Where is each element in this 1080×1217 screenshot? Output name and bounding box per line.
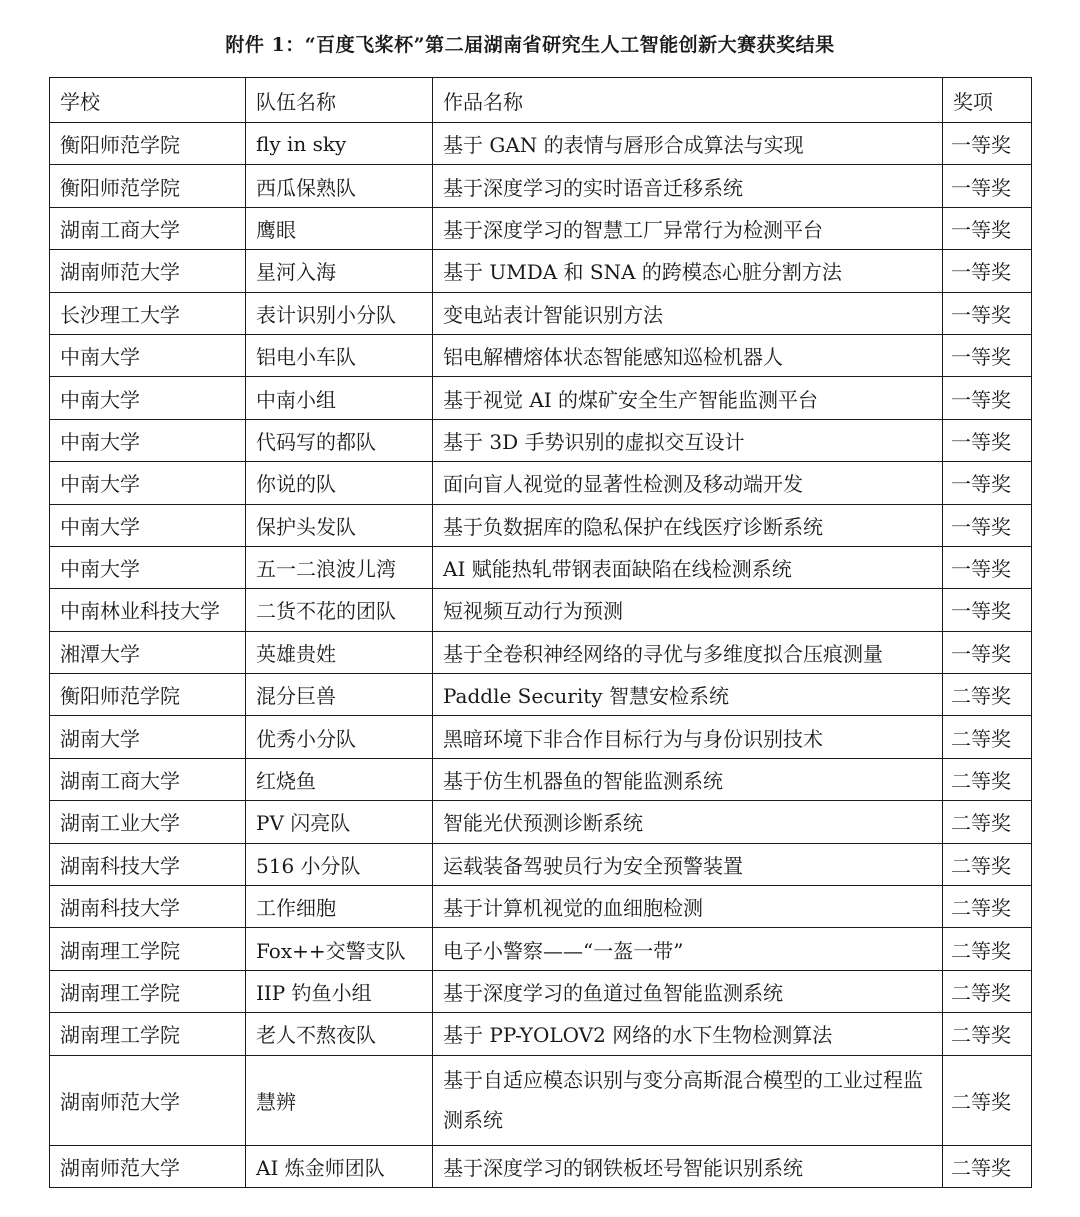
table-row bbox=[50, 801, 1032, 843]
cell-work: 基于计算机视觉的血细胞检测 bbox=[433, 886, 943, 928]
awards-table bbox=[49, 77, 1032, 1188]
cell-award: 一等奖 bbox=[943, 504, 1032, 546]
cell-team: 红烧鱼 bbox=[246, 758, 433, 800]
cell-team: 五一二浪波儿湾 bbox=[246, 546, 433, 588]
cell-school: 中南大学 bbox=[50, 334, 246, 376]
table-row bbox=[50, 758, 1032, 800]
cell-school: 湖南理工学院 bbox=[50, 970, 246, 1012]
cell-school: 长沙理工大学 bbox=[50, 292, 246, 334]
table-row bbox=[50, 292, 1032, 334]
cell-school: 衡阳师范学院 bbox=[50, 123, 246, 165]
table-row bbox=[50, 631, 1032, 673]
cell-work: 基于 PP-YOLOV2 网络的水下生物检测算法 bbox=[433, 1013, 943, 1055]
cell-work: 铝电解槽熔体状态智能感知巡检机器人 bbox=[433, 334, 943, 376]
cell-work: 基于深度学习的实时语音迁移系统 bbox=[433, 165, 943, 207]
cell-award: 一等奖 bbox=[943, 589, 1032, 631]
cell-team: IIP 钓鱼小组 bbox=[246, 970, 433, 1012]
cell-work: 基于深度学习的钢铁板坯号智能识别系统 bbox=[433, 1145, 943, 1187]
cell-award: 一等奖 bbox=[943, 123, 1032, 165]
table-row bbox=[50, 674, 1032, 716]
table-row bbox=[50, 843, 1032, 885]
cell-work: AI 赋能热轧带钢表面缺陷在线检测系统 bbox=[433, 546, 943, 588]
cell-school: 中南大学 bbox=[50, 546, 246, 588]
cell-school: 湖南工商大学 bbox=[50, 207, 246, 249]
cell-team: PV 闪亮队 bbox=[246, 801, 433, 843]
cell-work: Paddle Security 智慧安检系统 bbox=[433, 674, 943, 716]
table-row bbox=[50, 123, 1032, 165]
cell-work: 短视频互动行为预测 bbox=[433, 589, 943, 631]
cell-team: 星河入海 bbox=[246, 250, 433, 292]
cell-work: 基于深度学习的鱼道过鱼智能监测系统 bbox=[433, 970, 943, 1012]
table-row bbox=[50, 1055, 1032, 1145]
cell-award: 二等奖 bbox=[943, 758, 1032, 800]
cell-school: 湖南理工学院 bbox=[50, 928, 246, 970]
cell-award: 二等奖 bbox=[943, 970, 1032, 1012]
cell-team: AI 炼金师团队 bbox=[246, 1145, 433, 1187]
cell-award: 二等奖 bbox=[943, 886, 1032, 928]
cell-work: 基于深度学习的智慧工厂异常行为检测平台 bbox=[433, 207, 943, 249]
cell-award: 一等奖 bbox=[943, 165, 1032, 207]
cell-work: 黑暗环境下非合作目标行为与身份识别技术 bbox=[433, 716, 943, 758]
cell-award: 二等奖 bbox=[943, 716, 1032, 758]
cell-school: 中南大学 bbox=[50, 419, 246, 461]
cell-team: fly in sky bbox=[246, 123, 433, 165]
table-row bbox=[50, 546, 1032, 588]
cell-work: 基于负数据库的隐私保护在线医疗诊断系统 bbox=[433, 504, 943, 546]
cell-team: 工作细胞 bbox=[246, 886, 433, 928]
cell-work: 基于 3D 手势识别的虚拟交互设计 bbox=[433, 419, 943, 461]
table-row bbox=[50, 165, 1032, 207]
cell-school: 衡阳师范学院 bbox=[50, 674, 246, 716]
table-row bbox=[50, 1013, 1032, 1055]
cell-school: 湖南工商大学 bbox=[50, 758, 246, 800]
cell-award: 一等奖 bbox=[943, 377, 1032, 419]
cell-team: 516 小分队 bbox=[246, 843, 433, 885]
cell-school: 湖南师范大学 bbox=[50, 1055, 246, 1145]
table-header-row bbox=[50, 78, 1032, 123]
cell-award: 二等奖 bbox=[943, 1055, 1032, 1145]
cell-award: 一等奖 bbox=[943, 419, 1032, 461]
cell-work: 基于仿生机器鱼的智能监测系统 bbox=[433, 758, 943, 800]
cell-school: 衡阳师范学院 bbox=[50, 165, 246, 207]
table-row bbox=[50, 419, 1032, 461]
cell-work: 基于全卷积神经网络的寻优与多维度拟合压痕测量 bbox=[433, 631, 943, 673]
cell-school: 中南林业科技大学 bbox=[50, 589, 246, 631]
cell-award: 二等奖 bbox=[943, 674, 1032, 716]
cell-award: 二等奖 bbox=[943, 801, 1032, 843]
table-row bbox=[50, 970, 1032, 1012]
cell-school: 中南大学 bbox=[50, 504, 246, 546]
cell-team: 西瓜保熟队 bbox=[246, 165, 433, 207]
header-award: 奖项 bbox=[943, 78, 1032, 123]
cell-work: 基于视觉 AI 的煤矿安全生产智能监测平台 bbox=[433, 377, 943, 419]
cell-team: 慧辨 bbox=[246, 1055, 433, 1145]
cell-work: 智能光伏预测诊断系统 bbox=[433, 801, 943, 843]
cell-school: 湖南大学 bbox=[50, 716, 246, 758]
cell-team: 英雄贵姓 bbox=[246, 631, 433, 673]
cell-work: 基于自适应模态识别与变分高斯混合模型的工业过程监测系统 bbox=[433, 1055, 943, 1145]
cell-school: 湖南理工学院 bbox=[50, 1013, 246, 1055]
cell-work: 面向盲人视觉的显著性检测及移动端开发 bbox=[433, 462, 943, 504]
cell-award: 一等奖 bbox=[943, 462, 1032, 504]
cell-team: 优秀小分队 bbox=[246, 716, 433, 758]
cell-school: 中南大学 bbox=[50, 462, 246, 504]
cell-award: 一等奖 bbox=[943, 631, 1032, 673]
cell-school: 湖南科技大学 bbox=[50, 886, 246, 928]
header-team: 队伍名称 bbox=[246, 78, 433, 123]
cell-team: 铝电小车队 bbox=[246, 334, 433, 376]
cell-work: 基于 UMDA 和 SNA 的跨模态心脏分割方法 bbox=[433, 250, 943, 292]
cell-team: 二货不花的团队 bbox=[246, 589, 433, 631]
table-row bbox=[50, 886, 1032, 928]
table-row bbox=[50, 207, 1032, 249]
cell-work: 基于 GAN 的表情与唇形合成算法与实现 bbox=[433, 123, 943, 165]
cell-award: 一等奖 bbox=[943, 250, 1032, 292]
cell-team: Fox++交警支队 bbox=[246, 928, 433, 970]
cell-team: 老人不熬夜队 bbox=[246, 1013, 433, 1055]
table-row bbox=[50, 1145, 1032, 1187]
cell-school: 湘潭大学 bbox=[50, 631, 246, 673]
table-row bbox=[50, 928, 1032, 970]
document-title: 附件 1：“百度飞桨杯”第二届湖南省研究生人工智能创新大赛获奖结果 bbox=[225, 34, 835, 56]
cell-award: 一等奖 bbox=[943, 207, 1032, 249]
cell-award: 二等奖 bbox=[943, 843, 1032, 885]
cell-work: 运载装备驾驶员行为安全预警装置 bbox=[433, 843, 943, 885]
table-row bbox=[50, 250, 1032, 292]
cell-team: 你说的队 bbox=[246, 462, 433, 504]
cell-school: 湖南工业大学 bbox=[50, 801, 246, 843]
table-row bbox=[50, 716, 1032, 758]
cell-work: 变电站表计智能识别方法 bbox=[433, 292, 943, 334]
header-school: 学校 bbox=[50, 78, 246, 123]
cell-school: 湖南师范大学 bbox=[50, 1145, 246, 1187]
cell-award: 二等奖 bbox=[943, 1145, 1032, 1187]
cell-team: 代码写的都队 bbox=[246, 419, 433, 461]
cell-team: 保护头发队 bbox=[246, 504, 433, 546]
cell-award: 一等奖 bbox=[943, 292, 1032, 334]
cell-team: 中南小组 bbox=[246, 377, 433, 419]
cell-work: 电子小警察——“一盔一带” bbox=[433, 928, 943, 970]
cell-school: 湖南师范大学 bbox=[50, 250, 246, 292]
cell-award: 一等奖 bbox=[943, 546, 1032, 588]
table-row bbox=[50, 589, 1032, 631]
cell-team: 表计识别小分队 bbox=[246, 292, 433, 334]
cell-award: 一等奖 bbox=[943, 334, 1032, 376]
table-row bbox=[50, 334, 1032, 376]
table-row bbox=[50, 462, 1032, 504]
table-row bbox=[50, 377, 1032, 419]
cell-award: 二等奖 bbox=[943, 1013, 1032, 1055]
cell-school: 湖南科技大学 bbox=[50, 843, 246, 885]
cell-award: 二等奖 bbox=[943, 928, 1032, 970]
header-work: 作品名称 bbox=[433, 78, 943, 123]
cell-team: 混分巨兽 bbox=[246, 674, 433, 716]
cell-team: 鹰眼 bbox=[246, 207, 433, 249]
cell-school: 中南大学 bbox=[50, 377, 246, 419]
table-row bbox=[50, 504, 1032, 546]
